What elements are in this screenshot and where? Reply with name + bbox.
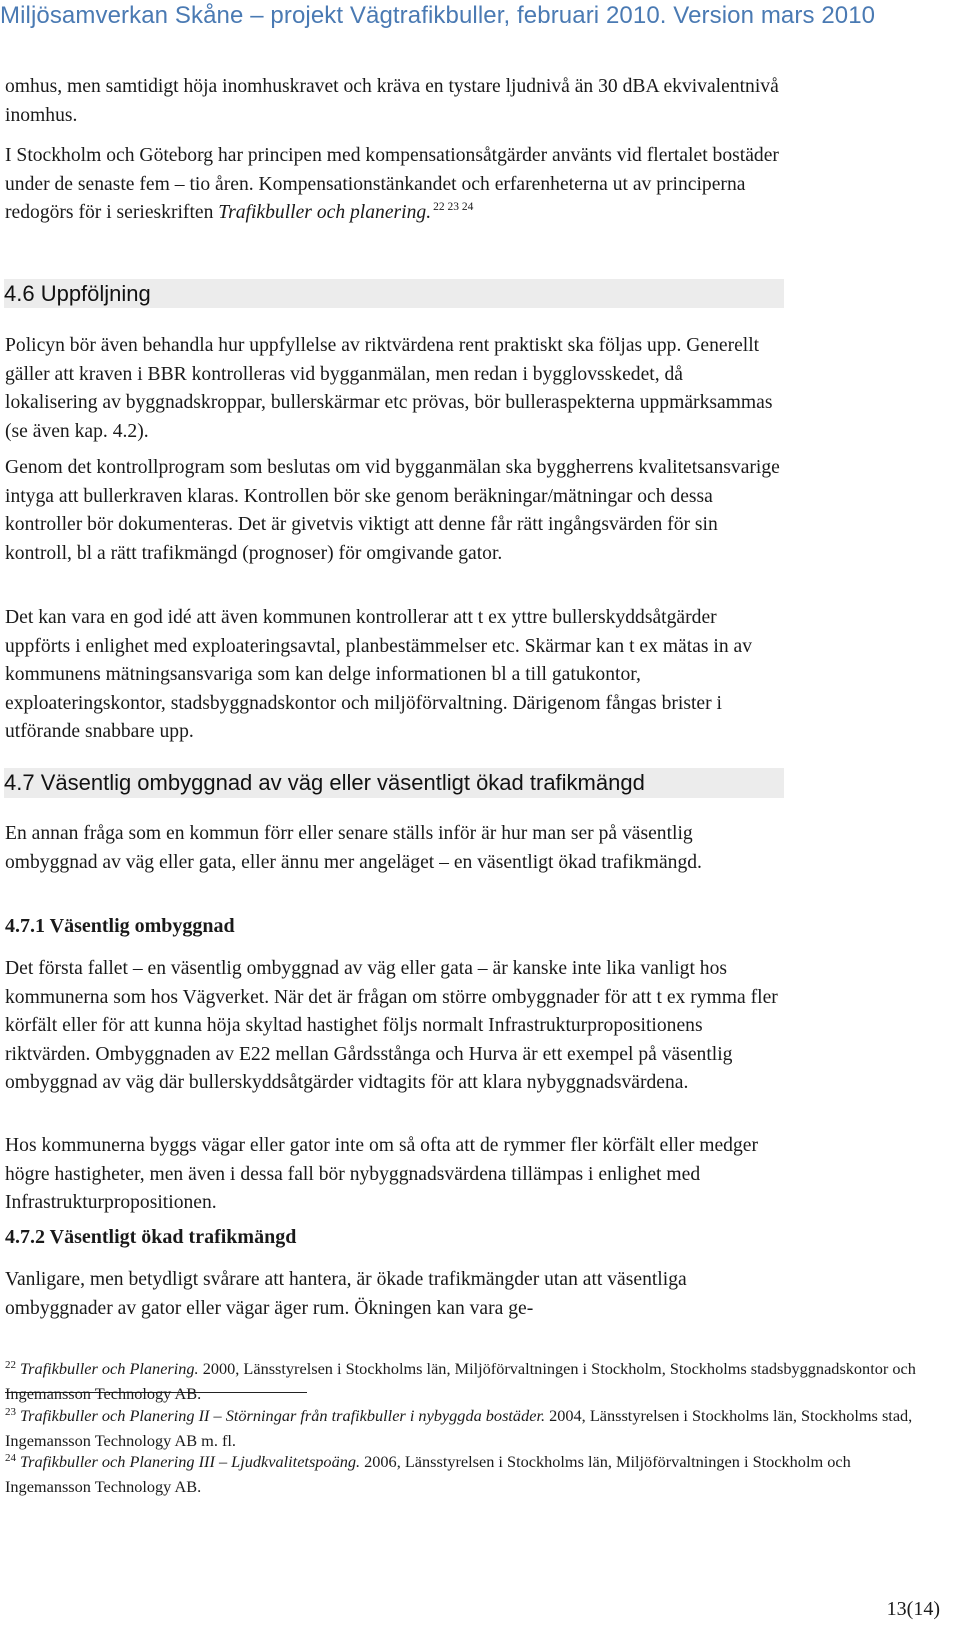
- page-number: 13(14): [886, 1598, 940, 1620]
- paragraph: Hos kommunerna byggs vägar eller gator inte om så ofta att de rymmer fler körfält eller medger högre hastigheter, men även i dessa fall bör nybyggnadsvärdena tillämpas i enlighet med Infrastrukturpropositionen.: [5, 1135, 759, 1213]
- paragraph: [5, 142, 780, 228]
- footnote-title: Trafikbuller och Planering II – Störningar från trafikbuller i nybyggda bostäder.: [20, 1406, 546, 1425]
- paragraph: Genom det kontrollprogram som beslutas om vid bygganmälan ska byggherrens kvalitetsansvarige intyga att bullerkraven klaras. Kontrollen bör ske genom beräkningar/mätningar och dessa kontroller bör dokumenteras. Det är givetvis viktigt att denne får rätt ingångsvärden för sin kontroll, bl a rätt trafikmängd (prognoser) för omgivande gator.: [5, 457, 780, 564]
- paragraph: omhus, men samtidigt höja inomhuskravet och kräva en tystare ljudnivå än 30 dBA ekvivalentnivå inomhus.: [5, 76, 779, 126]
- footnote-title: Trafikbuller och Planering.: [20, 1359, 199, 1378]
- paragraph-text: I Stockholm och Göteborg har principen med kompensationsåtgärder använts vid flertalet bostäder under de senaste fem – tio åren. Kompensationstänkandet och erfarenheterna ut av principerna redogörs för i serieskriften: [5, 145, 779, 223]
- paragraph: Det första fallet – en väsentlig ombyggnad av väg eller gata – är kanske inte lika vanligt hos kommunerna som hos Vägverket. När det är frågan om större ombyggnader för att t ex rymma fler körfält eller för att kunna höja skyltad hastighet följs normalt Infrastrukturpropositionens riktvärden. Ombyggnaden av E22 mellan Gårdsstånga och Hurva är ett exempel på väsentlig ombyggnad av väg där bullerskyddsåtgärder vidtagits för att klara nybyggnadsvärdena.: [5, 958, 778, 1093]
- section-heading: 4.7 Väsentlig ombyggnad av väg eller väsentligt ökad trafikmängd: [4, 768, 784, 798]
- publication-title: Trafikbuller och planering.: [218, 202, 432, 223]
- footnote-text: 2006, Länsstyrelsen i Stockholms län, Miljöförvaltningen i Stockholm och Ingemansson Technology AB.: [5, 1452, 851, 1496]
- footnote-number: 22: [5, 1358, 16, 1371]
- subsection-heading: 4.7.1 Väsentlig ombyggnad: [5, 915, 235, 937]
- paragraph: Det kan vara en god idé att även kommunen kontrollerar att t ex yttre bullerskyddsåtgärder uppförts i enlighet med exploateringsavtal, planbestämmelser etc. Skärmar kan t ex mätas in av kommunens mätningsansvariga som kan delge informationen bl a till gatukontor, exploateringskontor, stadsbyggnadskontor och miljöförvaltning. Därigenom fångas brister i utförande snabbare upp.: [5, 607, 753, 742]
- footnote-title: Trafikbuller och Planering III – Ljudkvalitetspoäng.: [20, 1452, 361, 1471]
- footnote-text: 2004, Länsstyrelsen i Stockholms län, Stockholms stad, Ingemansson Technology AB m. fl.: [5, 1406, 913, 1450]
- paragraph: Vanligare, men betydligt svårare att hantera, är ökade trafikmängder utan att väsentliga ombyggnader av gator eller vägar äger rum. Ökningen kan vara ge-: [5, 1269, 687, 1319]
- subsection-heading: 4.7.2 Väsentligt ökad trafikmängd: [5, 1226, 297, 1248]
- footnote-number: 23: [5, 1405, 16, 1418]
- footnote: [5, 1357, 940, 1406]
- paragraph: Policyn bör även behandla hur uppfyllelse av riktvärdena rent praktiskt ska följas upp. Generellt gäller att kraven i BBR kontrolleras vid bygganmälan, men redan i bygglovsskedet, då lokalisering av byggnadskroppar, bullerskärmar etc prövas, bör bulleraspekterna uppmärksammas (se även kap. 4.2).: [5, 335, 773, 442]
- footnote: [5, 1404, 940, 1453]
- section-heading: 4.6 Uppföljning: [4, 279, 784, 308]
- footnote: [5, 1450, 940, 1499]
- paragraph: En annan fråga som en kommun förr eller senare ställs inför är hur man ser på väsentlig ombyggnad av väg eller gata, eller ännu mer angeläget – en väsentligt ökad trafikmängd.: [5, 823, 702, 873]
- footnote-number: 24: [5, 1451, 16, 1464]
- running-header: Miljösamverkan Skåne – projekt Vägtrafikbuller, februari 2010. Version mars 2010: [0, 2, 876, 29]
- footnote-references: 22 23 24: [433, 201, 474, 214]
- footnote-text: 2000, Länsstyrelsen i Stockholms län, Miljöförvaltningen i Stockholm, Stockholms stadsbyggnadskontor och Ingemansson Technology AB.: [5, 1359, 916, 1403]
